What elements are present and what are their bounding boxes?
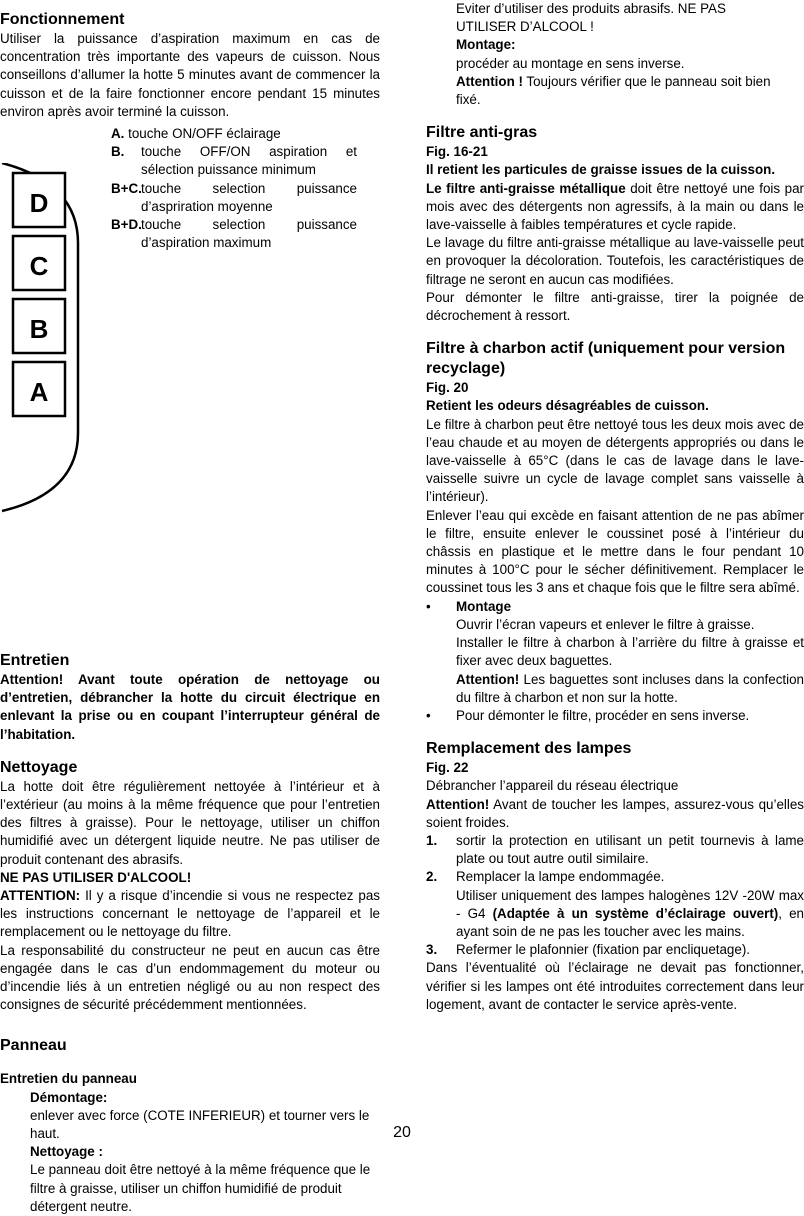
button-letter-b: B — [29, 314, 49, 345]
panneau-attention: Attention ! Toujours vérifier que le panneau soit bien fixé. — [456, 73, 771, 108]
montage-text: procéder au montage en sens inverse. — [456, 55, 685, 71]
filtre-charbon-fig: Fig. 20 — [426, 380, 469, 396]
demontage-label: Démontage: — [30, 1089, 108, 1105]
filtre-gras-subtitle: Il retient les particules de graisse issues de la cuisson. — [426, 162, 776, 178]
lampes-step-3: 3. Refermer le plafonnier (fixation par encliquetage). — [426, 942, 751, 958]
legend-item-bd: B+D. touche selection puissance d’aspiration maximum — [111, 217, 357, 251]
nettoyage-panneau-text: Le panneau doit être nettoyé à la même fréquence que le filtre à graisse, utiliser un chiffon humidifié de produit détergent neutre. — [30, 1162, 371, 1214]
lampes-step-2: 2. Remplacer la lampe endommagée. Utiliser uniquement des lampes halogènes 12V -20W max - G4 (Adaptée à un système d’éclairage ouvert), en ayant soin de ne pas les toucher avec les mains. — [426, 869, 804, 939]
bullet-demonter: • Pour démonter le filtre, procéder en sens inverse. — [426, 707, 750, 723]
filtre-charbon-heading: Filtre à charbon actif (uniquement pour version recyclage) — [426, 340, 786, 378]
button-letter-d: D — [29, 188, 49, 219]
legend-item-b: B. touche OFF/ON aspiration et sélection puissance minimum — [111, 144, 357, 178]
eviter-text: Eviter d’utiliser des produits abrasifs. NE PAS UTILISER D’ALCOOL ! — [456, 1, 726, 35]
control-panel-figure — [0, 121, 380, 511]
page-number: 20 — [393, 1124, 411, 1141]
filtre-gras-p3: Pour démonter le filtre anti-graisse, tirer la poignée de décrochement à ressort. — [426, 289, 804, 324]
filtre-gras-p2: Le lavage du filtre anti-graisse métallique au lave-vaisselle peut en provoquer la décoloration. Toutefois, les caractéristiques de filtrage ne seront en aucun cas modifiées. — [426, 235, 804, 287]
legend-item-a: A. touche ON/OFF éclairage — [111, 126, 281, 142]
montage-label: Montage: — [456, 37, 516, 53]
panel-button-c — [13, 236, 65, 290]
filtre-gras-p1: Le filtre anti-graisse métallique doit être nettoyé une fois par mois avec des détergents non agressifs, à la main ou dans le lave-vaisselle à faibles températures et cycle rapide. — [426, 180, 804, 233]
control-panel-diagram — [0, 163, 80, 513]
panel-button-b — [13, 299, 65, 353]
panneau-heading: Panneau — [0, 1037, 67, 1055]
lampes-heading: Remplacement des lampes — [426, 740, 632, 758]
right-column — [426, 0, 804, 1014]
panel-legend — [111, 125, 357, 252]
entretien-panneau-subtitle: Entretien du panneau — [0, 1071, 137, 1087]
panel-button-a — [13, 362, 65, 416]
lampes-fig: Fig. 22 — [426, 760, 469, 776]
entretien-warning: Attention! Avant toute opération de nettoyage ou d’entretien, débrancher la hotte du circuit électrique en enlevant la prise ou en coupant l’interrupteur général de l’habitation. — [0, 672, 380, 742]
attention-paragraph: ATTENTION: Il y a risque d’incendie si vous ne respectez pas les instructions concernant le nettoyage de l’appareil et le remplacement ou le nettoyage du filtre. — [0, 888, 380, 940]
panel-button-d — [13, 173, 65, 227]
lampes-attention: Attention! Avant de toucher les lampes, assurez-vous qu’elles soient froides. — [426, 796, 804, 830]
fonctionnement-text: Utiliser la puissance d’aspiration maximum en cas de concentration très importante des vapeurs de cuisson. Nous conseillons d’allumer la hotte 5 minutes avant de commencer la cuisson et de la faire fonctionner encore pendant 15 minutes environ après avoir terminé la cuisson. — [0, 31, 380, 119]
legend-item-bc: B+C. touche selection puissance d’aspriration moyenne — [111, 180, 357, 214]
left-column — [0, 0, 380, 1216]
lampes-p1: Débrancher l’appareil du réseau électrique — [426, 778, 679, 794]
lampes-step-1: 1. sortir la protection en utilisant un petit tournevis à lame plate ou tout autre outil similaire. — [426, 832, 804, 867]
nettoyage-heading: Nettoyage — [0, 758, 78, 776]
nettoyage-panneau-label: Nettoyage : — [30, 1144, 103, 1160]
filtre-gras-heading: Filtre anti-gras — [426, 124, 538, 142]
responsabilite-text: La responsabilité du constructeur ne peut en aucun cas être engagée dans le cas d’un endommagement du moteur ou d’incendie liés à un entretien négligé ou au non respect des consignes de sécurité précédemment mentionnées. — [0, 942, 380, 1013]
filtre-charbon-subtitle: Retient les odeurs désagréables de cuisson. — [426, 398, 709, 414]
alcool-warning: NE PAS UTILISER D'ALCOOL! — [0, 869, 192, 885]
demontage-text: enlever avec force (COTE INFERIEUR) et tourner vers le haut. — [30, 1107, 370, 1142]
bullet-montage: • Montage Ouvrir l’écran vapeurs et enlever le filtre à graisse. Installer le filtre à charbon à l’arrière du filtre à graisse et fixer avec deux baguettes. Attention! Les baguettes sont incluses dans la confection du filtre à charbon et non sur la hotte. — [426, 598, 804, 705]
entretien-heading: Entretien — [0, 652, 70, 670]
button-letter-c: C — [29, 251, 49, 282]
fonctionnement-heading: Fonctionnement — [0, 11, 125, 28]
filtre-gras-fig: Fig. 16-21 — [426, 144, 488, 160]
filtre-charbon-p2: Enlever l’eau qui excède en faisant attention de ne pas abîmer le filtre, ensuite enlever le coussinet posé à l’intérieur du châssis en plastique et le mettre dans le four pendant 10 minutes à 100°C pour le sécher définitivement. Remplacer le coussinet tous les 3 ans et chaque fois que le filtre sera abîmé. — [426, 507, 804, 596]
lampes-final: Dans l’éventualité où l’éclairage ne devait pas fonctionner, vérifier si les lampes ont été introduites correctement dans leur logement, avant de contacter le service après-vente. — [426, 960, 804, 1012]
filtre-charbon-p1: Le filtre à charbon peut être nettoyé tous les deux mois avec de l’eau chaude et au moyen de détergents appropriés ou dans le lave-vaisselle à 65°C (dans le cas de lavage dans le lave-vaisselle suivre un cycle de lavage complet sans vaisselle à l’intérieur). — [426, 416, 804, 505]
button-letter-a: A — [29, 377, 49, 408]
nettoyage-text: La hotte doit être régulièrement nettoyée à l’intérieur et à l’extérieur (au moins à la même fréquence que pour l’entretien des filtres à graisse). Pour le nettoyage, utiliser un chiffon humidifié avec un détergent liquide neutre. Ne pas utiliser de produit contenant des abrasifs. — [0, 778, 380, 867]
